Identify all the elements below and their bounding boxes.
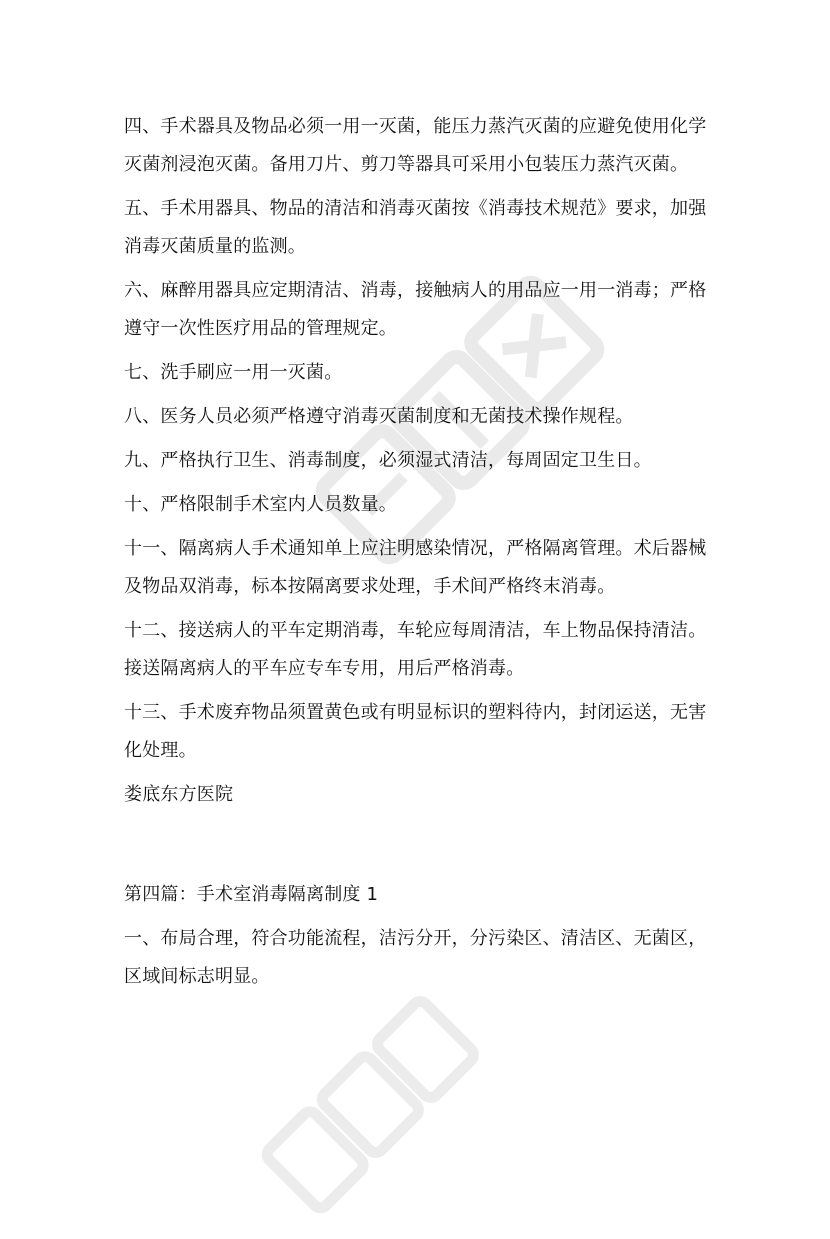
- section-paragraph-1: 一、布局合理，符合功能流程，洁污分开，分污染区、清洁区、无菌区，区域间标志明显。: [124, 928, 707, 987]
- paragraph-5: 五、手术用器具、物品的清洁和消毒灭菌按《消毒技术规范》要求，加强消毒灭菌质量的监测。: [124, 198, 707, 257]
- paragraph-10: 十、严格限制手术室内人员数量。: [124, 494, 397, 515]
- organization-name: 娄底东方医院: [124, 784, 234, 805]
- document-body: [124, 108, 724, 1002]
- paragraph-13: 十三、手术废弃物品须置黄色或有明显标识的塑料待内，封闭运送，无害化处理。: [124, 702, 707, 761]
- paragraph-12: 十二、接送病人的平车定期消毒，车轮应每周清洁，车上物品保持清洁。接送隔离病人的平车应专车专用，用后严格消毒。: [124, 620, 707, 679]
- watermark-logo-small-icon: [239, 974, 501, 1236]
- paragraph-11: 十一、隔离病人手术通知单上应注明感染情况，严格隔离管理。术后器械及物品双消毒，标本按隔离要求处理，手术间严格终末消毒。: [124, 538, 707, 597]
- paragraph-7: 七、洗手刷应一用一灭菌。: [124, 362, 343, 383]
- paragraph-9: 九、严格执行卫生、消毒制度，必须湿式清洁，每周固定卫生日。: [124, 450, 652, 471]
- paragraph-4: 四、手术器具及物品必须一用一灭菌，能压力蒸汽灭菌的应避免使用化学灭菌剂浸泡灭菌。备用刀片、剪刀等器具可采用小包装压力蒸汽灭菌。: [124, 116, 707, 175]
- watermark-bottom: [239, 974, 501, 1236]
- paragraph-8: 八、医务人员必须严格遵守消毒灭菌制度和无菌技术操作规程。: [124, 406, 634, 427]
- paragraph-6: 六、麻醉用器具应定期清洁、消毒，接触病人的用品应一用一消毒；严格遵守一次性医疗用品的管理规定。: [124, 280, 707, 339]
- section-title: 第四篇：手术室消毒隔离制度 1: [124, 884, 379, 905]
